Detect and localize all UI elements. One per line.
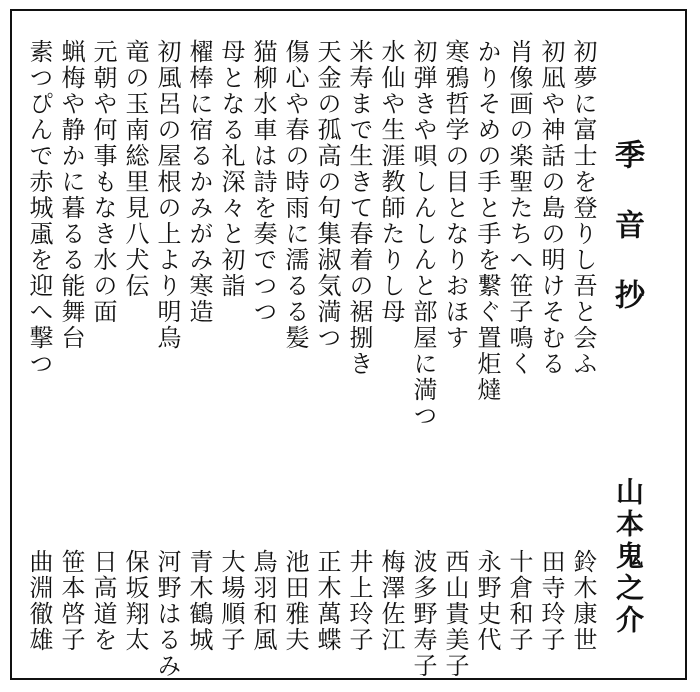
title-author: 山本鬼之介 — [612, 477, 645, 637]
haiku-line: 初風呂の屋根の上より明烏 — [153, 39, 181, 351]
haiku-line: 初凪や神話の島の明けそむる — [537, 39, 565, 377]
haiku-author: 笹本啓子 — [57, 549, 85, 653]
haiku-line: 素つぴんで赤城颪を迎へ撃つ — [25, 39, 53, 377]
haiku-line: 櫂棒に宿るかみがみ寒造 — [185, 39, 213, 325]
haiku-line: 寒鴉哲学の目となりおほす — [441, 39, 469, 351]
page-frame — [10, 9, 687, 680]
haiku-author: 正木萬蝶 — [313, 549, 341, 653]
haiku-author: 梅澤佐江 — [377, 549, 405, 653]
haiku-author: 鳥羽和風 — [249, 549, 277, 653]
haiku-line: 竜の玉南総里見八犬伝 — [121, 39, 149, 299]
haiku-line: 水仙や生涯教師たりし母 — [377, 39, 405, 325]
haiku-line: 母となる礼深々と初詣 — [217, 39, 245, 299]
haiku-author: 鈴木康世 — [569, 549, 597, 653]
haiku-author: 田寺玲子 — [537, 549, 565, 653]
haiku-author: 井上玲子 — [345, 549, 373, 653]
haiku-author: 西山貴美子 — [441, 549, 469, 679]
haiku-author: 青木鶴城 — [185, 549, 213, 653]
haiku-line: 米寿まで生きて春着の裾捌き — [345, 39, 373, 377]
haiku-line: 初夢に富士を登りし吾と会ふ — [569, 39, 597, 377]
haiku-line: 初弾きや唄しんしんと部屋に満つ — [409, 39, 437, 429]
haiku-line: 天金の孤高の句集淑気満つ — [313, 39, 341, 351]
page-title: 季音抄 — [609, 139, 644, 349]
haiku-author: 永野史代 — [473, 549, 501, 653]
haiku-author: 日高道を — [89, 549, 117, 653]
haiku-author: 池田雅夫 — [281, 549, 309, 653]
haiku-line: 猫柳水車は詩を奏でつつ — [249, 39, 277, 325]
haiku-line: 肖像画の楽聖たちへ笹子鳴く — [505, 39, 533, 377]
haiku-line: 傷心や春の時雨に濡るる髪 — [281, 39, 309, 351]
haiku-author: 河野はるみ — [153, 549, 181, 679]
haiku-author: 十倉和子 — [505, 549, 533, 653]
haiku-author: 波多野寿子 — [409, 549, 437, 679]
haiku-line: 蝋梅や静かに暮るる能舞台 — [57, 39, 85, 351]
haiku-author: 保坂翔太 — [121, 549, 149, 653]
haiku-author: 曲淵徹雄 — [25, 549, 53, 653]
haiku-line: 元朝や何事もなき水の面 — [89, 39, 117, 325]
haiku-line: かりそめの手と手を繋ぐ置炬燵 — [473, 39, 501, 403]
haiku-author: 大場順子 — [217, 549, 245, 653]
